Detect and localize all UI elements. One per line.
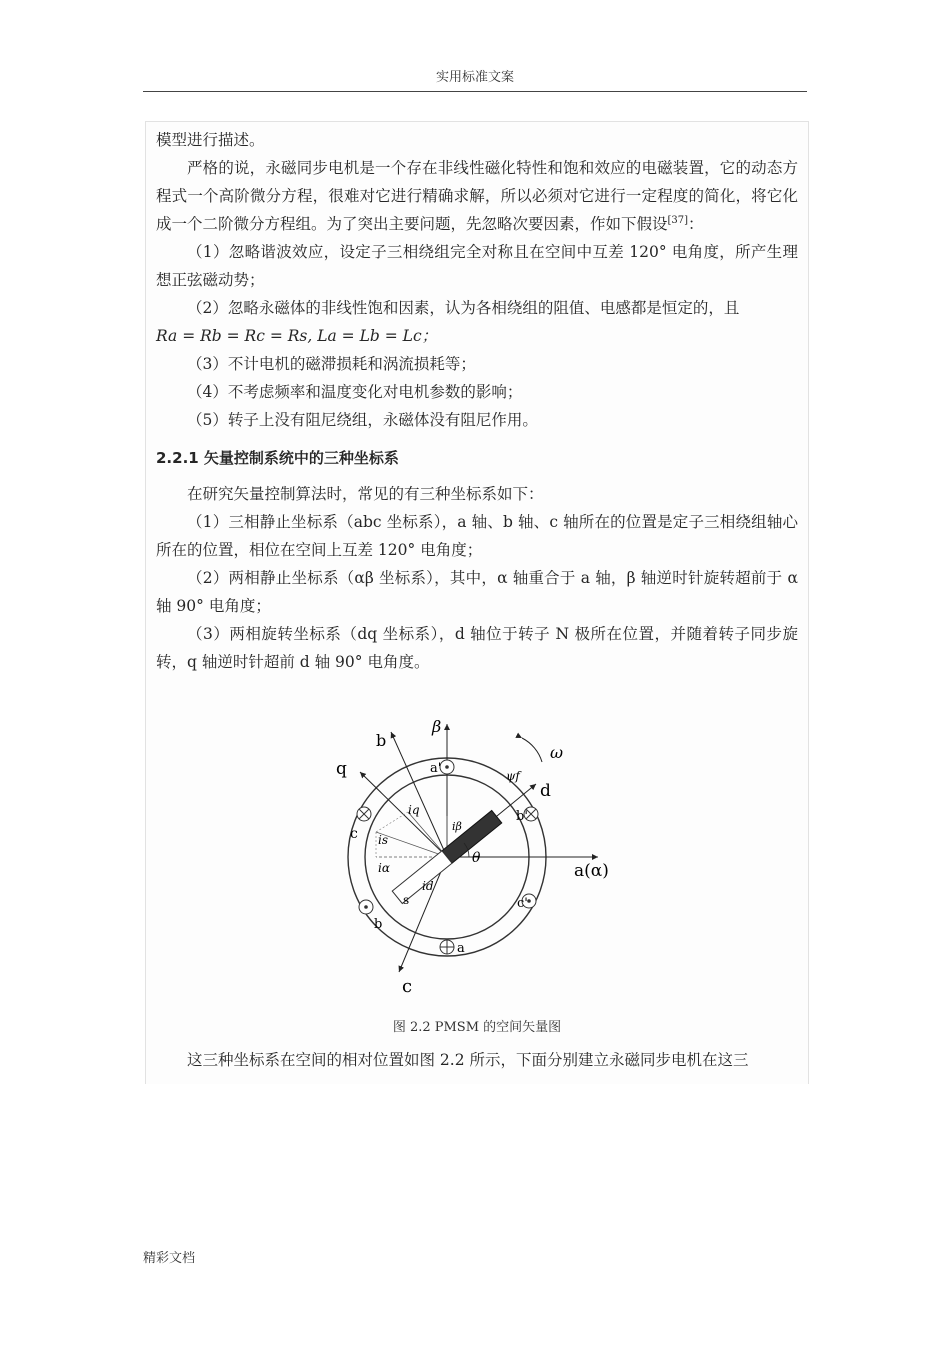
label-beta: β — [432, 717, 442, 736]
label-iq: iq — [408, 803, 420, 817]
label-c: c — [402, 976, 413, 997]
citation-ref: [37] — [667, 214, 689, 226]
coil-a — [440, 940, 454, 954]
assumption-4: （4）不考虑频率和温度变化对电机参数的影响； — [187, 383, 523, 401]
page-header: 实用标准文案 — [435, 70, 514, 85]
scanned-page — [145, 121, 809, 1084]
label-psi: ψf — [506, 769, 520, 783]
label-omega: ω — [550, 743, 564, 762]
paragraph-continuation: 模型进行描述。 — [156, 131, 265, 149]
paragraph-final: 这三种坐标系在空间的相对位置如图 2.2 所示，下面分别建立永磁同步电机在这三 — [187, 1051, 749, 1069]
assumption-2-equation: Ra = Rb = Rc = Rs, La = Lb = Lc； — [156, 327, 438, 345]
label-id: id — [422, 879, 434, 893]
coordinate-3: （3）两相旋转坐标系（dq 坐标系），d 轴位于转子 N 极所在位置，并随着转子同步旋转，q 轴逆时针超前 d 轴 90° 电角度。 — [156, 625, 798, 671]
assumption-5: （5）转子上没有阻尼绕组，永磁体没有阻尼作用。 — [187, 411, 538, 429]
label-b: b — [376, 731, 387, 750]
assumption-3: （3）不计电机的磁滞损耗和涡流损耗等； — [187, 355, 476, 373]
label-coil-c-prime: c' — [517, 896, 528, 911]
pmsm-vector-diagram — [336, 714, 636, 1014]
assumptions-intro-text: 严格的说，永磁同步电机是一个存在非线性磁化特性和饱和效应的电磁装置，它的动态方程式一个高阶微分方程，很难对它进行精确求解，所以必须对它进行一定程度的简化，将它化成一个二阶微分方程组。为了突出主要问题，先忽略次要因素，作如下假设 — [156, 159, 798, 233]
assumption-2: （2）忽略永磁体的非线性饱和因素，认为各相绕组的阻值、电感都是恒定的，且 — [187, 299, 740, 317]
paragraph-assumptions-intro — [156, 154, 798, 238]
coordinate-1: （1）三相静止坐标系（abc 坐标系），a 轴、b 轴、c 轴所在的位置是定子三相绕组轴心所在的位置，相位在空间上互差 120° 电角度； — [156, 513, 798, 559]
assumption-1: （1）忽略谐波效应，设定子三相绕组完全对称且在空间中互差 120° 电角度，所产生理想正弦磁动势； — [156, 243, 798, 289]
coordinate-intro: 在研究矢量控制算法时，常见的有三种坐标系如下： — [187, 485, 544, 503]
label-rotor-s: s — [403, 893, 410, 907]
figure-caption: 图 2.2 PMSM 的空间矢量图 — [392, 1020, 562, 1035]
rotor-s-pole — [392, 851, 452, 904]
label-q: q — [336, 759, 347, 779]
coordinate-2: （2）两相静止坐标系（αβ 坐标系），其中，α 轴重合于 a 轴，β 轴逆时针旋转超前于 α 轴 90° 电角度； — [156, 569, 798, 615]
header-rule — [143, 91, 807, 92]
label-a-alpha: a(α) — [574, 861, 609, 881]
omega-arc — [522, 738, 542, 762]
coil-c — [357, 807, 371, 821]
label-coil-a-prime: a' — [430, 761, 442, 776]
label-theta: θ — [472, 850, 481, 866]
projection-dash-1 — [376, 812, 408, 832]
page-footer: 精彩文档 — [143, 1251, 196, 1266]
label-is: is — [378, 833, 388, 847]
axis-b — [391, 732, 447, 857]
label-coil-b-prime: b' — [516, 809, 528, 824]
assumptions-intro-end: ： — [688, 215, 704, 233]
label-coil-a: a — [457, 941, 465, 956]
label-ialpha: iα — [378, 861, 390, 875]
section-heading: 2.2.1 矢量控制系统中的三种坐标系 — [156, 449, 399, 467]
label-ibeta: iβ — [452, 820, 462, 833]
label-coil-b: b — [374, 917, 383, 932]
label-coil-c: c — [350, 826, 358, 842]
coil-b — [359, 900, 373, 914]
page-content — [156, 126, 798, 676]
label-d: d — [540, 781, 551, 801]
coil-a-prime — [440, 760, 454, 774]
